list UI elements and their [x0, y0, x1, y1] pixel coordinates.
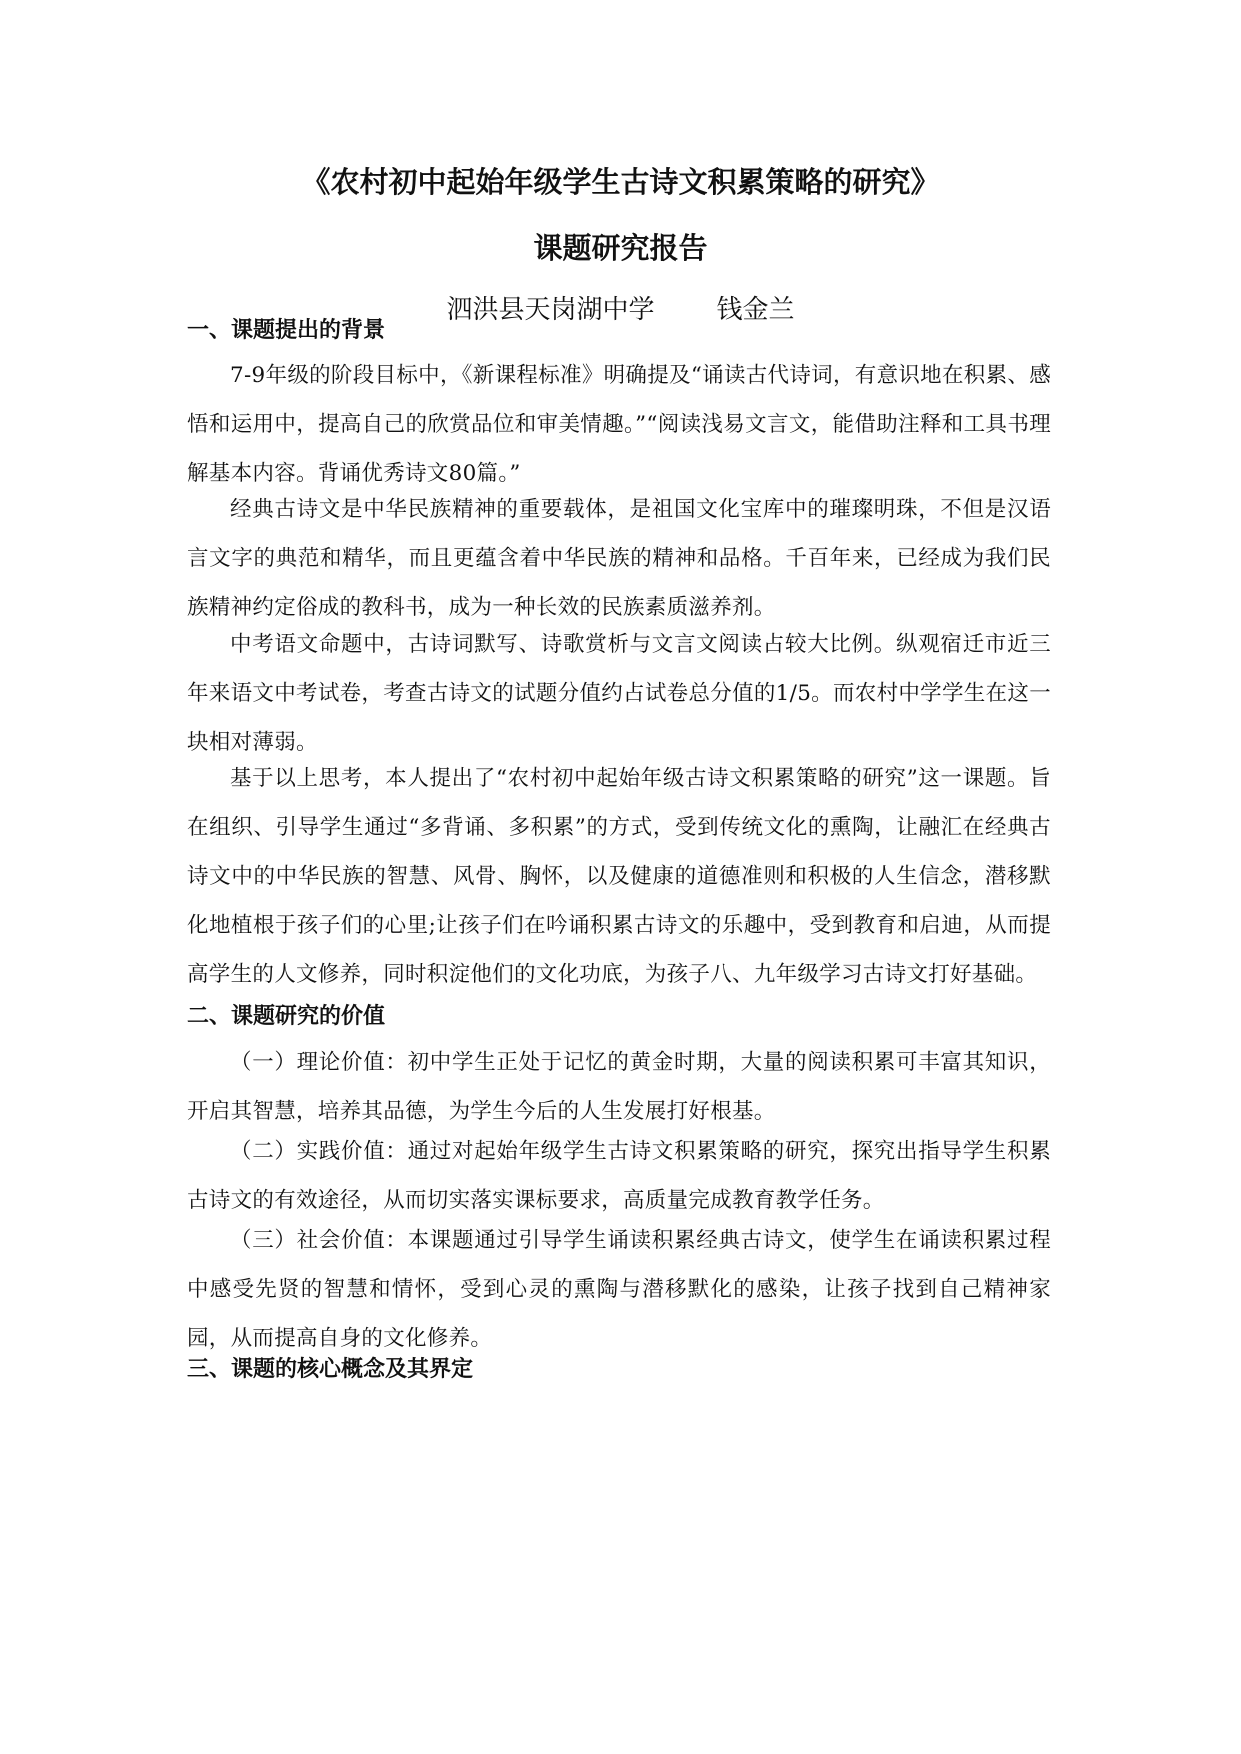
section-heading-core-concepts: 三、课题的核心概念及其界定	[187, 1357, 474, 1382]
section-heading-background: 一、课题提出的背景	[187, 318, 386, 343]
paragraph: （一）理论价值：初中学生正处于记忆的黄金时期，大量的阅读积累可丰富其知识，开启其智慧，培养其品德，为学生今后的人生发展打好根基。	[187, 1050, 1051, 1124]
paragraph: （三）社会价值：本课题通过引导学生诵读积累经典古诗文，使学生在诵读积累过程中感受先贤的智慧和情怀，受到心灵的熏陶与潜移默化的感染，让孩子找到自己精神家园，从而提高自身的文化修养。	[187, 1228, 1051, 1351]
paragraph: 7-9年级的阶段目标中，《新课程标准》明确提及“诵读古代诗词，有意识地在积累、感悟和运用中，提高自己的欣赏品位和审美情趣。”“阅读浅易文言文，能借助注释和工具书理解基本内容。背诵优秀诗文80篇。”	[187, 363, 1051, 486]
paragraph: 基于以上思考，本人提出了“农村初中起始年级古诗文积累策略的研究”这一课题。旨在组织、引导学生通过“多背诵、多积累”的方式，受到传统文化的熏陶，让融汇在经典古诗文中的中华民族的智慧、风骨、胸怀，以及健康的道德准则和积极的人生信念，潜移默化地植根于孩子们的心里;让孩子们在吟诵积累古诗文的乐趣中，受到教育和启迪，从而提高学生的人文修养，同时积淀他们的文化功底，为孩子八、九年级学习古诗文打好基础。	[187, 766, 1051, 987]
section-heading-value: 二、课题研究的价值	[187, 1004, 386, 1029]
document-subtitle: 课题研究报告	[533, 231, 708, 265]
paragraph: 中考语文命题中，古诗词默写、诗歌赏析与文言文阅读占较大比例。纵观宿迁市近三年来语文中考试卷，考查古诗文的试题分值约占试卷总分值的1/5。而农村中学学生在这一块相对薄弱。	[187, 632, 1051, 755]
paragraph: （二）实践价值：通过对起始年级学生古诗文积累策略的研究，探究出指导学生积累古诗文的有效途径，从而切实落实课标要求，高质量完成教育教学任务。	[187, 1139, 1051, 1213]
author-name: 钱金兰	[716, 295, 795, 325]
paragraph: 经典古诗文是中华民族精神的重要载体，是祖国文化宝库中的璀璨明珠，不但是汉语言文字的典范和精华，而且更蕴含着中华民族的精神和品格。千百年来，已经成为我们民族精神约定俗成的教科书，成为一种长效的民族素质滋养剂。	[187, 497, 1051, 620]
school-name: 泗洪县天岗湖中学	[446, 295, 655, 325]
document-title: 《农村初中起始年级学生古诗文积累策略的研究》	[301, 165, 940, 199]
